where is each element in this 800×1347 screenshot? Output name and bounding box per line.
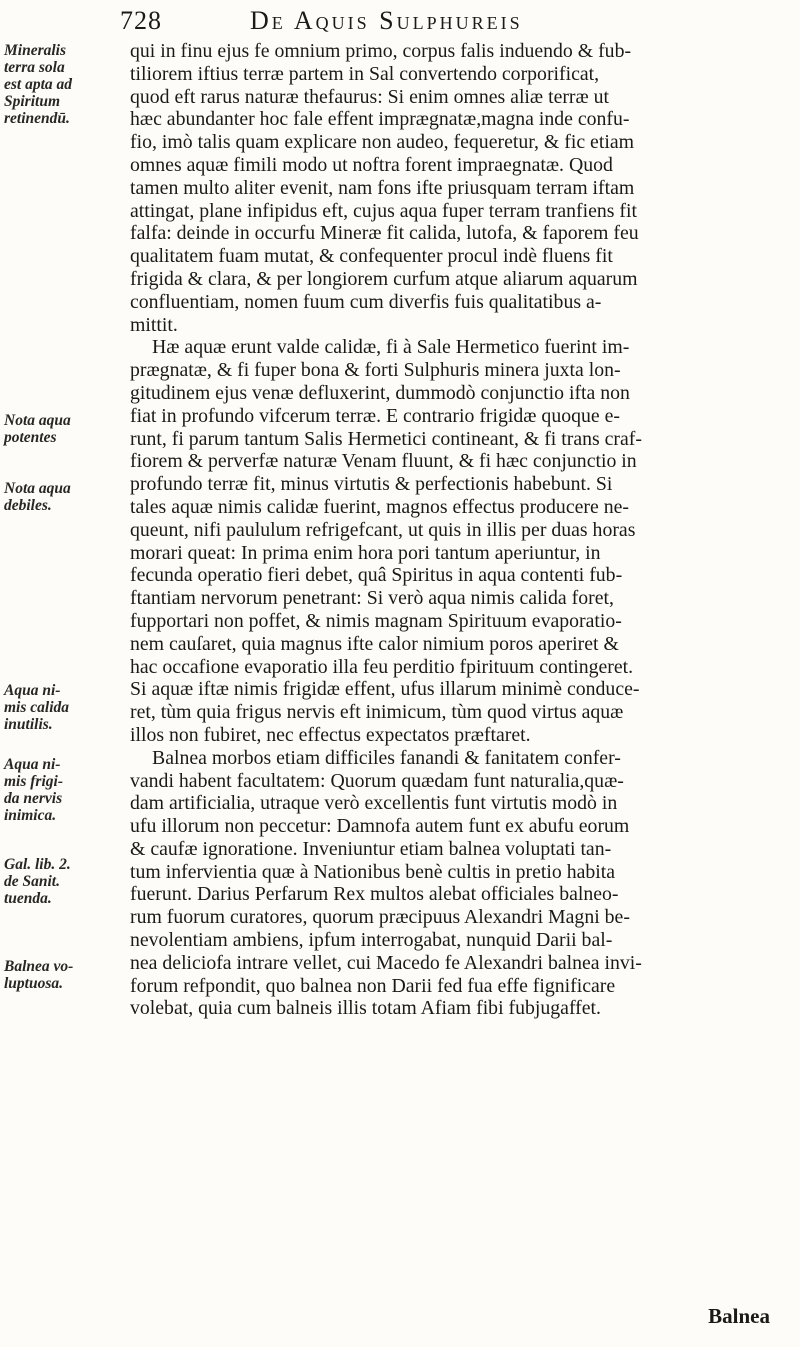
- margin-note-line: mis frigi-: [4, 773, 63, 790]
- text-line: Hæ aquæ erunt valde calidæ, fi à Sale Hermetico fuerint im-: [152, 336, 630, 359]
- text-line: fuerunt. Darius Perfarum Rex multos alebat officiales balneo-: [130, 883, 619, 906]
- margin-note-line: Aqua ni-: [4, 682, 61, 699]
- text-line: morari queat: In prima enim hora pori tantum aperiuntur, in: [130, 541, 601, 564]
- margin-note: [4, 958, 126, 992]
- margin-note: [4, 412, 126, 446]
- text-line: gitudinem ejus venæ defluxerint, dummodò conjunctio ifta non: [130, 381, 630, 404]
- text-line: fiorem & perverfæ naturæ Venam fluunt, & fi hæc conjunctio in: [130, 450, 637, 473]
- text-line: forum refpondit, quo balnea non Darii fed fua effe fignificare: [130, 974, 616, 997]
- margin-note-line: Nota aqua: [4, 480, 71, 497]
- text-line: fecunda operatio fieri debet, quâ Spiritus in aqua contenti fub-: [130, 564, 623, 587]
- margin-note-line: Gal. lib. 2.: [4, 856, 71, 873]
- margin-note: [4, 756, 126, 824]
- text-line: quod eft rarus naturæ thefaurus: Si enim omnes aliæ terræ ut: [130, 85, 610, 108]
- text-line: nevolentiam ambiens, ipfum interrogabat, nunquid Darii bal-: [130, 929, 613, 952]
- text-line: volebat, quia cum balneis illis totam Afiam fibi fubjugaffet.: [130, 997, 601, 1020]
- body-text: [130, 40, 794, 1020]
- text-line: nea deliciofa intrare vellet, cui Macedo fe Alexandri balnea invi-: [130, 951, 642, 974]
- text-line: & caufæ ignoratione. Inveniuntur etiam balnea voluptati tan-: [130, 837, 612, 860]
- text-line: prægnatæ, & fi fuper bona & forti Sulphuris minera juxta lon-: [130, 359, 621, 382]
- text-line: confluentiam, nomen fuum cum diverfis fuis qualitatibus a-: [130, 290, 602, 313]
- text-line: runt, fi parum tantum Salis Hermetici contineant, & fi trans craf-: [130, 427, 642, 450]
- text-line: queunt, nifi paululum refrigefcant, ut quis in illis per duas horas: [130, 518, 636, 541]
- margin-note-line: inutilis.: [4, 716, 53, 733]
- margin-note-line: luptuosa.: [4, 975, 64, 992]
- margin-note-line: mis calida: [4, 699, 70, 716]
- margin-note-line: potentes: [4, 429, 57, 446]
- text-line: tum infervientia quæ à Nationibus benè cultis in pretio habita: [130, 860, 616, 883]
- margin-note-line: Balnea vo-: [4, 958, 74, 975]
- text-line: hac occafione evaporatio illa feu perditio fpirituum contingeret.: [130, 655, 634, 678]
- text-line: ret, tùm quia frigus nervis eft inimicum, tùm quod virtus aquæ: [130, 701, 624, 724]
- text-line: falfa: deinde in occurfu Mineræ fit calida, lutofa, & faporem feu: [130, 222, 639, 245]
- text-line: ftantiam nervorum penetrant: Si verò aqua nimis calida foret,: [130, 587, 614, 610]
- margin-note-line: terra sola: [4, 59, 65, 76]
- text-line: tiliorem iftius terræ partem in Sal convertendo corporificat,: [130, 62, 600, 85]
- margin-note-line: inimica.: [4, 807, 57, 824]
- text-line: profundo terræ fit, minus virtutis & perfectionis habebunt. Si: [130, 473, 613, 496]
- text-line: fupportari non poffet, & nimis magnam Spirituum evaporatio-: [130, 609, 622, 632]
- margin-note-line: de Sanit.: [4, 873, 60, 890]
- text-line: qualitatem fuam mutat, & confequenter procul indè fluens fit: [130, 245, 613, 268]
- running-title: De Aquis Sulphureis: [250, 6, 523, 35]
- margin-note-line: Spiritum: [4, 93, 60, 110]
- margin-note: [4, 42, 126, 127]
- text-line: hæc abundanter hoc fale effent imprægnatæ,magna inde confu-: [130, 108, 630, 131]
- margin-note-line: est apta ad: [4, 76, 73, 93]
- margin-note: [4, 480, 126, 514]
- text-line: vandi habent facultatem: Quorum quædam funt naturalia,quæ-: [130, 769, 624, 792]
- text-line: fio, imò talis quam explicare non audeo, fequeretur, & fic etiam: [130, 131, 634, 154]
- text-line: tales aquæ nimis calidæ fuerint, magnos effectus producere ne-: [130, 495, 629, 518]
- text-line: mittit.: [130, 313, 178, 336]
- text-line: attingat, plane infipidus eft, cujus aqua fuper terram tranfiens fit: [130, 199, 637, 222]
- text-line: rum fuorum curatores, quorum præcipuus Alexandri Magni be-: [130, 906, 630, 929]
- page-number: 728: [120, 6, 162, 35]
- text-line: omnes aquæ fimili modo ut noftra forent impraegnatæ. Quod: [130, 153, 613, 176]
- text-line: tamen multo aliter evenit, nam fons ifte priusquam terram iftam: [130, 176, 635, 199]
- margin-note-line: tuenda.: [4, 890, 52, 907]
- margin-note-line: Aqua ni-: [4, 756, 61, 773]
- text-line: fiat in profundo vifcerum terræ. E contrario frigidæ quoque e-: [130, 404, 620, 427]
- text-line: qui in finu ejus fe omnium primo, corpus falis induendo & fub-: [130, 40, 632, 62]
- text-line: illos non fubiret, nec effectus expectatos præftaret.: [130, 723, 531, 746]
- text-line: frigida & clara, & per longiorem curfum atque aliarum aquarum: [130, 267, 638, 290]
- margin-note: [4, 856, 126, 907]
- margin-note-line: Nota aqua: [4, 412, 71, 429]
- text-line: nem cauſaret, quia magnus ifte calor nimium poros aperiret &: [130, 632, 619, 655]
- text-line: ufu illorum non peccetur: Damnofa autem funt ex abufu eorum: [130, 815, 630, 838]
- margin-note-line: retinendū.: [4, 110, 70, 127]
- margin-note-line: debiles.: [4, 497, 52, 514]
- catchword: Balnea: [708, 1304, 770, 1328]
- running-head: [120, 6, 680, 40]
- text-line: Balnea morbos etiam difficiles fanandi & fanitatem confer-: [152, 746, 621, 769]
- text-line: dam artificialia, utraque verò excellentis funt virtutis modò in: [130, 792, 618, 815]
- margin-note-line: Mineralis: [4, 42, 67, 59]
- margin-note-line: da nervis: [4, 790, 63, 807]
- text-line: Si aquæ iftæ nimis frigidæ effent, ufus illarum minimè conduce-: [130, 678, 640, 701]
- margin-note: [4, 682, 126, 733]
